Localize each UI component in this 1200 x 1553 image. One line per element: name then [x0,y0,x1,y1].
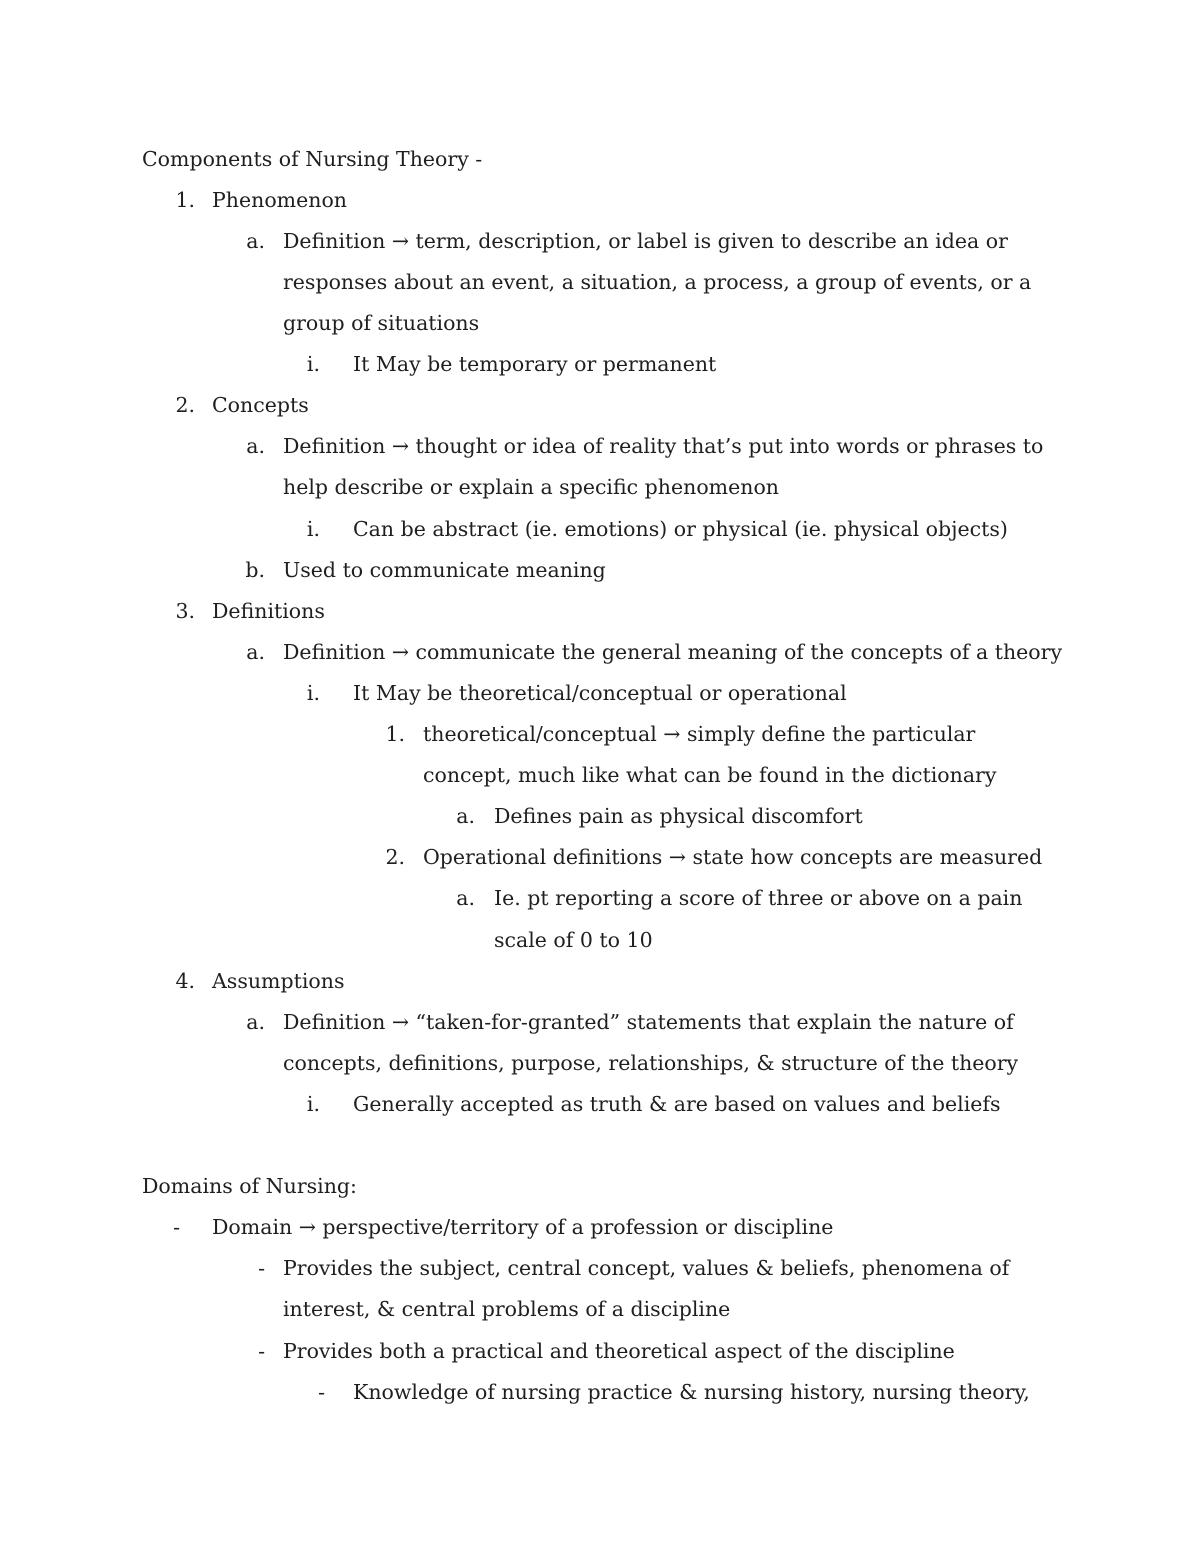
section-heading-definitions: Definitions [212,599,325,623]
list-item-text: Knowledge of nursing practice & nursing history, nursing theory, [353,1380,1030,1404]
list-item-text: Operational definitions → state how concepts are measured [423,845,1043,869]
list-item-text: Ie. pt reporting a score of three or above on a pain [494,886,1023,910]
list-marker: i. [306,352,320,376]
domains-heading: Domains of Nursing: [142,1174,357,1198]
list-marker: 4. [175,969,195,993]
section-heading-concepts: Concepts [212,393,309,417]
list-item-text: Definition → thought or idea of reality that’s put into words or phrases to [283,434,1044,458]
document-title: Components of Nursing Theory - [142,147,483,171]
list-marker: i. [306,517,320,541]
list-item-text: interest, & central problems of a discipline [283,1297,731,1321]
list-marker: a. [246,229,265,253]
list-item-text: Definition → “taken-for-granted” statements that explain the nature of [283,1010,1014,1034]
list-marker: - [258,1339,265,1363]
list-item-text: Defines pain as physical discomfort [494,804,863,828]
list-marker: a. [246,1010,265,1034]
list-marker: 1. [175,188,195,212]
list-item-text: Definition → term, description, or label is given to describe an idea or [283,229,1008,253]
list-marker: - [258,1256,265,1280]
list-item-text: It May be theoretical/conceptual or operational [353,681,847,705]
list-marker: b. [245,558,265,582]
list-marker: a. [456,886,475,910]
list-marker: i. [306,1092,320,1116]
list-marker: - [173,1215,180,1239]
list-item-text: concepts, definitions, purpose, relationships, & structure of the theory [283,1051,1019,1075]
list-item-text: Generally accepted as truth & are based on values and beliefs [353,1092,1001,1116]
section-heading-assumptions: Assumptions [212,969,345,993]
list-item-text: Used to communicate meaning [283,558,606,582]
list-item-text: help describe or explain a specific phenomenon [283,475,779,499]
list-item-text: Provides both a practical and theoretical aspect of the discipline [283,1339,955,1363]
list-item-text: Can be abstract (ie. emotions) or physical (ie. physical objects) [353,517,1008,541]
list-marker: a. [246,640,265,664]
list-marker: i. [306,681,320,705]
list-marker: 1. [385,722,405,746]
list-item-text: Domain → perspective/territory of a profession or discipline [212,1215,834,1239]
list-marker: a. [246,434,265,458]
list-marker: 2. [385,845,405,869]
list-marker: a. [456,804,475,828]
list-item-text: Definition → communicate the general meaning of the concepts of a theory [283,640,1063,664]
list-item-text: concept, much like what can be found in the dictionary [423,763,997,787]
list-item-text: It May be temporary or permanent [353,352,717,376]
list-item-text: Provides the subject, central concept, values & beliefs, phenomena of [283,1256,1010,1280]
list-item-text: group of situations [283,311,480,335]
list-item-text: responses about an event, a situation, a process, a group of events, or a [283,270,1032,294]
list-marker: 3. [175,599,195,623]
list-item-text: scale of 0 to 10 [494,928,653,952]
list-marker: 2. [175,393,195,417]
list-marker: - [318,1380,325,1404]
section-heading-phenomenon: Phenomenon [212,188,347,212]
list-item-text: theoretical/conceptual → simply define the particular [423,722,976,746]
